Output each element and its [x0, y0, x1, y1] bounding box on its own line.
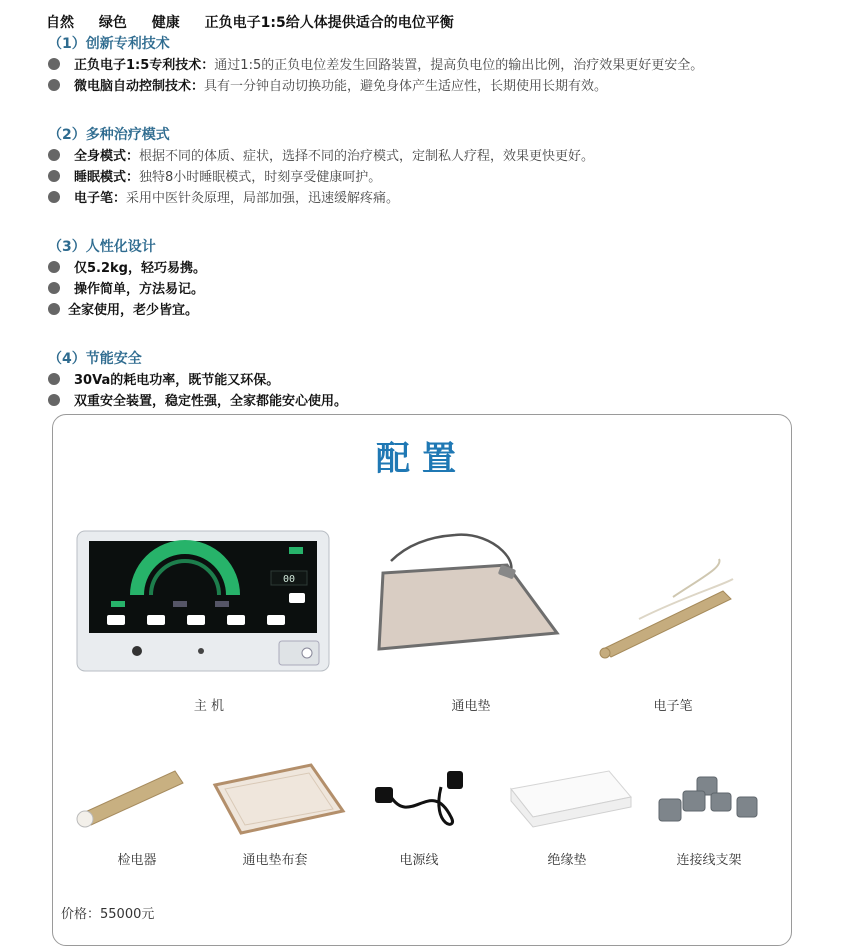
- caption-connector-stand: 连接线支架: [676, 853, 742, 868]
- caption-electronic-pen: 电子笔: [653, 699, 693, 714]
- bullet-icon: [48, 303, 60, 315]
- electronic-pen-image: [593, 557, 763, 657]
- bullet-icon: [48, 149, 60, 161]
- item-label: 全身模式：: [74, 149, 140, 164]
- caption-insulation-mat: 绝缘垫: [547, 853, 587, 868]
- insulation-mat-image: [505, 767, 635, 829]
- section-heading-patent: （1）创新专利技术: [48, 36, 170, 52]
- item-label: 电子笔：: [74, 191, 127, 206]
- caption-detector: 检电器: [117, 853, 157, 868]
- item-text: 操作简单，方法易记。: [74, 282, 205, 297]
- list-item: [48, 278, 204, 297]
- section-heading-design: （3）人性化设计: [48, 239, 156, 255]
- section-heading-safety: （4）节能安全: [48, 351, 142, 367]
- page-title: [46, 12, 474, 32]
- bullet-icon: [48, 261, 60, 273]
- item-text: 全家使用，老少皆宜。: [68, 303, 199, 318]
- item-text: 独特8小时睡眠模式，时刻享受健康呵护。: [139, 170, 382, 185]
- item-text: 具有一分钟自动切换功能，避免身体产生适应性，长期使用长期有效。: [204, 79, 608, 94]
- caption-main-unit: 主 机: [193, 699, 225, 714]
- item-label: 睡眠模式：: [74, 170, 140, 185]
- list-item: [48, 299, 198, 318]
- list-item: [48, 166, 381, 185]
- title-main: 正负电子1:5给人体提供适合的电位平衡: [204, 15, 454, 31]
- list-item: [48, 369, 279, 388]
- conductive-pad-image: [375, 527, 565, 657]
- list-item: [48, 257, 206, 276]
- config-panel: [52, 414, 792, 946]
- bullet-icon: [48, 394, 60, 406]
- item-text: 30Va的耗电功率，既节能又环保。: [74, 373, 280, 388]
- list-item: [48, 145, 594, 164]
- section-heading-modes: （2）多种治疗模式: [48, 127, 170, 143]
- bullet-icon: [48, 58, 60, 70]
- config-heading: 配置: [376, 439, 468, 479]
- bullet-icon: [48, 373, 60, 385]
- item-label: 微电脑自动控制技术：: [74, 79, 205, 94]
- list-item: [48, 54, 703, 73]
- device-screen-value: 00: [282, 574, 296, 585]
- title-word-health: 健康: [151, 15, 180, 31]
- bullet-icon: [48, 170, 60, 182]
- list-item: [48, 390, 347, 409]
- list-item: [48, 187, 399, 206]
- price-text: 价格：55000元: [61, 907, 155, 922]
- detector-image: [75, 765, 187, 829]
- item-text: 采用中医针灸原理，局部加强，迅速缓解疼痛。: [126, 191, 400, 206]
- item-text: 双重安全装置，稳定性强，全家都能安心使用。: [74, 394, 348, 409]
- item-label: 正负电子1:5专利技术：: [74, 58, 215, 73]
- list-item: [48, 75, 607, 94]
- bullet-icon: [48, 282, 60, 294]
- power-cord-image: [371, 767, 471, 831]
- main-unit-image: [75, 527, 333, 677]
- title-word-green: 绿色: [98, 15, 127, 31]
- item-text: 仅5.2kg，轻巧易携。: [74, 261, 206, 276]
- item-text: 通过1:5的正负电位差发生回路装置，提高负电位的输出比例，治疗效果更好更安全。: [214, 58, 704, 73]
- title-word-natural: 自然: [46, 15, 74, 31]
- pad-cover-image: [211, 761, 347, 837]
- caption-conductive-pad: 通电垫: [451, 699, 491, 714]
- connector-stand-image: [653, 771, 763, 835]
- item-text: 根据不同的体质、症状，选择不同的治疗模式，定制私人疗程，效果更快更好。: [139, 149, 595, 164]
- bullet-icon: [48, 191, 60, 203]
- caption-power-cord: 电源线: [399, 853, 439, 868]
- caption-pad-cover: 通电垫布套: [242, 853, 308, 868]
- bullet-icon: [48, 79, 60, 91]
